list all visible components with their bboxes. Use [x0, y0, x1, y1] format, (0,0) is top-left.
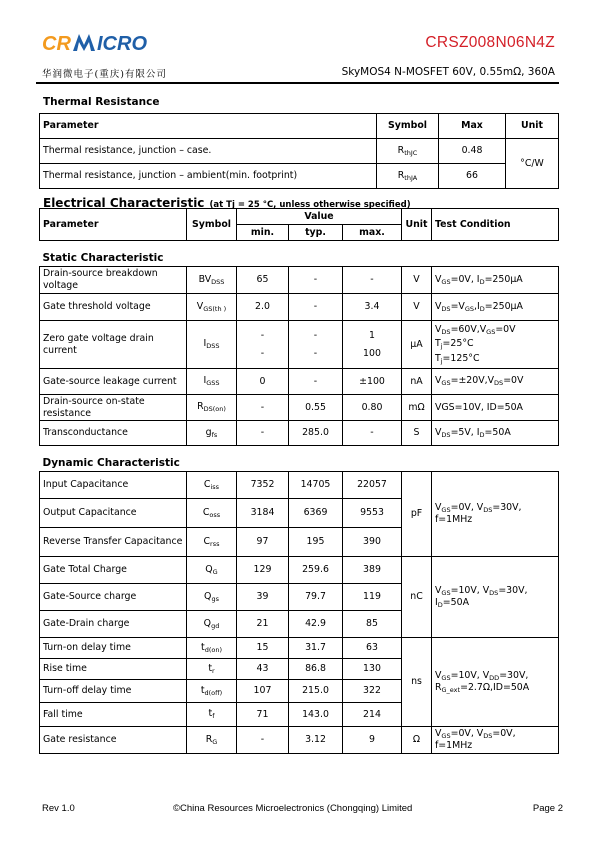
category-row [40, 241, 559, 267]
th-value: Value [237, 209, 402, 225]
th-min: min. [237, 225, 289, 241]
test-cell: $V_{DS}=60V,V_{GS}=0V$ $T_j=25^\circ C$ $T_j=125^\circ C$ [432, 321, 559, 369]
thermal-title: Thermal Resistance [43, 96, 160, 108]
min-cell: - [237, 727, 289, 754]
min-cell: 39 [237, 584, 289, 611]
param-cell: Thermal resistance, junction – case. [40, 139, 377, 164]
header-divider [36, 82, 559, 84]
typ-cell: 143.0 [289, 703, 343, 727]
typ-cell: 3.12 [289, 727, 343, 754]
table-row [40, 369, 559, 395]
param-cell: Turn-off delay time [40, 680, 187, 703]
symbol-cell: $t_f$ [187, 703, 237, 727]
min-cell: - [237, 395, 289, 421]
param-cell: Drain-source on-state resistance [40, 395, 187, 421]
th-unit: Unit [506, 114, 559, 139]
param-cell: Gate-source leakage current [40, 369, 187, 395]
typ-cell: 195 [289, 528, 343, 557]
table-row [40, 421, 559, 446]
unit-cell: V [402, 267, 432, 294]
symbol-cell: $I_{GSS}$ [187, 369, 237, 395]
param-cell: Transconductance [40, 421, 187, 446]
unit-cell: nC [402, 557, 432, 638]
th-typ: typ. [289, 225, 343, 241]
max-cell: 9 [343, 727, 402, 754]
th-symbol: Symbol [377, 114, 439, 139]
param-cell: Input Capacitance [40, 472, 187, 499]
max-cell: ±100 [343, 369, 402, 395]
test-cell: VGS=10V, ID=50A [432, 395, 559, 421]
typ-cell: - [289, 369, 343, 395]
max-cell: 322 [343, 680, 402, 703]
symbol-cell: $V_{GS(th )}$ [187, 294, 237, 321]
unit-cell: mΩ [402, 395, 432, 421]
min-cell: - - [237, 321, 289, 369]
param-cell: Gate-Source charge [40, 584, 187, 611]
max-cell: 22057 [343, 472, 402, 499]
min-cell: 129 [237, 557, 289, 584]
unit-cell: μA [402, 321, 432, 369]
thermal-table [39, 113, 559, 189]
test-cell: $V_{GS}=10V$, $V_{DD}=30V$, $R_{G\_ext}=2.7\Omega,ID=50A$ [432, 638, 559, 727]
min-cell: 0 [237, 369, 289, 395]
symbol-cell: $Q_{gs}$ [187, 584, 237, 611]
footer-revision: Rev 1.0 [42, 803, 75, 814]
test-cell: $V_{DS}=V_{GS},I_D=250\mu A$ [432, 294, 559, 321]
param-cell: Turn-on delay time [40, 638, 187, 659]
min-cell: 107 [237, 680, 289, 703]
th-symbol: Symbol [187, 209, 237, 241]
test-cell: $V_{GS}=0V$, $V_{DS}=30V$, f=1MHz [432, 472, 559, 557]
symbol-cell: $C_{iss}$ [187, 472, 237, 499]
typ-cell: - [289, 294, 343, 321]
symbol-cell: $t_{d(on)}$ [187, 638, 237, 659]
unit-cell: V [402, 294, 432, 321]
max-cell: 389 [343, 557, 402, 584]
th-parameter: Parameter [40, 209, 187, 241]
symbol-cell: $BV_{DSS}$ [187, 267, 237, 294]
max-cell: 85 [343, 611, 402, 638]
typ-cell: 285.0 [289, 421, 343, 446]
table-row [40, 395, 559, 421]
param-cell: Gate-Drain charge [40, 611, 187, 638]
symbol-cell: $R_{DS(on)}$ [187, 395, 237, 421]
min-cell: 97 [237, 528, 289, 557]
table-row [40, 294, 559, 321]
th-max: Max [439, 114, 506, 139]
typ-cell: 79.7 [289, 584, 343, 611]
param-cell: Gate Total Charge [40, 557, 187, 584]
typ-cell: 31.7 [289, 638, 343, 659]
min-cell: 3184 [237, 499, 289, 528]
th-unit: Unit [402, 209, 432, 241]
typ-cell: 0.55 [289, 395, 343, 421]
param-cell: Output Capacitance [40, 499, 187, 528]
symbol-cell: $I_{DSS}$ [187, 321, 237, 369]
table-row [40, 727, 559, 754]
table-row [40, 321, 559, 369]
test-cell: $V_{GS}=0V$, $I_D=250\mu A$ [432, 267, 559, 294]
param-cell: Zero gate voltage drain current [40, 321, 187, 369]
table-row [40, 557, 559, 584]
typ-cell: 259.6 [289, 557, 343, 584]
electrical-title: Electrical Characteristic [43, 196, 205, 210]
product-subtitle: SkyMOS4 N-MOSFET 60V, 0.55mΩ, 360A [341, 66, 555, 78]
max-cell: 66 [439, 164, 506, 189]
typ-cell: 86.8 [289, 659, 343, 680]
symbol-cell: $C_{oss}$ [187, 499, 237, 528]
min-cell: 7352 [237, 472, 289, 499]
typ-cell: 215.0 [289, 680, 343, 703]
test-cell: $V_{DS}=5V$, $I_D=50A$ [432, 421, 559, 446]
max-cell: 9553 [343, 499, 402, 528]
typ-cell: 6369 [289, 499, 343, 528]
symbol-cell: $t_r$ [187, 659, 237, 680]
max-cell: 0.48 [439, 139, 506, 164]
min-cell: - [237, 421, 289, 446]
th-parameter: Parameter [40, 114, 377, 139]
param-cell: Drain-source breakdown voltage [40, 267, 187, 294]
symbol-cell: $R_{thJA}$ [377, 164, 439, 189]
max-cell: 1 100 [343, 321, 402, 369]
company-logo [42, 31, 172, 55]
typ-cell: 42.9 [289, 611, 343, 638]
category-row [40, 446, 559, 472]
th-test-condition: Test Condition [432, 209, 559, 241]
svg-text:ICRO: ICRO [97, 33, 147, 55]
param-cell: Gate resistance [40, 727, 187, 754]
max-cell: 3.4 [343, 294, 402, 321]
unit-cell: ns [402, 638, 432, 727]
symbol-cell: $t_{d(off)}$ [187, 680, 237, 703]
table-row [40, 472, 559, 499]
param-cell: Reverse Transfer Capacitance [40, 528, 187, 557]
footer-copyright: ©China Resources Microelectronics (Chongqing) Limited [173, 803, 413, 814]
table-row [40, 638, 559, 659]
table-row [40, 267, 559, 294]
param-cell: Gate threshold voltage [40, 294, 187, 321]
param-cell: Thermal resistance, junction – ambient(min. footprint) [40, 164, 377, 189]
min-cell: 2.0 [237, 294, 289, 321]
table-row [40, 139, 559, 164]
test-cell: $V_{GS}=10V$, $V_{DS}=30V$, $I_D=50A$ [432, 557, 559, 638]
th-max: max. [343, 225, 402, 241]
svg-text:CR: CR [42, 33, 71, 55]
max-cell: 63 [343, 638, 402, 659]
table-row [40, 164, 559, 189]
test-cell: $V_{GS}=0V$, $V_{DS}=0V$, f=1MHz [432, 727, 559, 754]
max-cell: 214 [343, 703, 402, 727]
electrical-title-note: (at Tj = 25 °C, unless otherwise specified) [209, 200, 411, 210]
typ-cell: - - [289, 321, 343, 369]
param-cell: Rise time [40, 659, 187, 680]
min-cell: 21 [237, 611, 289, 638]
typ-cell: 14705 [289, 472, 343, 499]
symbol-cell: $Q_G$ [187, 557, 237, 584]
unit-cell: pF [402, 472, 432, 557]
max-cell: - [343, 267, 402, 294]
footer-page-number: Page 2 [532, 803, 563, 814]
max-cell: 390 [343, 528, 402, 557]
symbol-cell: $R_{thJC}$ [377, 139, 439, 164]
unit-cell: °C/W [506, 139, 559, 189]
unit-cell: S [402, 421, 432, 446]
min-cell: 15 [237, 638, 289, 659]
part-number: CRSZ008N06N4Z [425, 34, 555, 51]
max-cell: 0.80 [343, 395, 402, 421]
max-cell: 130 [343, 659, 402, 680]
min-cell: 71 [237, 703, 289, 727]
param-cell: Fall time [40, 703, 187, 727]
symbol-cell: $Q_{gd}$ [187, 611, 237, 638]
max-cell: 119 [343, 584, 402, 611]
electrical-table [39, 208, 559, 754]
min-cell: 65 [237, 267, 289, 294]
dynamic-title: Dynamic Characteristic [40, 446, 559, 472]
symbol-cell: $C_{rss}$ [187, 528, 237, 557]
symbol-cell: $g_{fs}$ [187, 421, 237, 446]
min-cell: 43 [237, 659, 289, 680]
unit-cell: nA [402, 369, 432, 395]
symbol-cell: $R_G$ [187, 727, 237, 754]
unit-cell: Ω [402, 727, 432, 754]
typ-cell: - [289, 267, 343, 294]
max-cell: - [343, 421, 402, 446]
static-title: Static Characteristic [40, 241, 559, 267]
test-cell: $V_{GS}=\pm 20V,V_{DS}=0V$ [432, 369, 559, 395]
company-chinese-name: 华润微电子(重庆)有限公司 [42, 69, 167, 80]
